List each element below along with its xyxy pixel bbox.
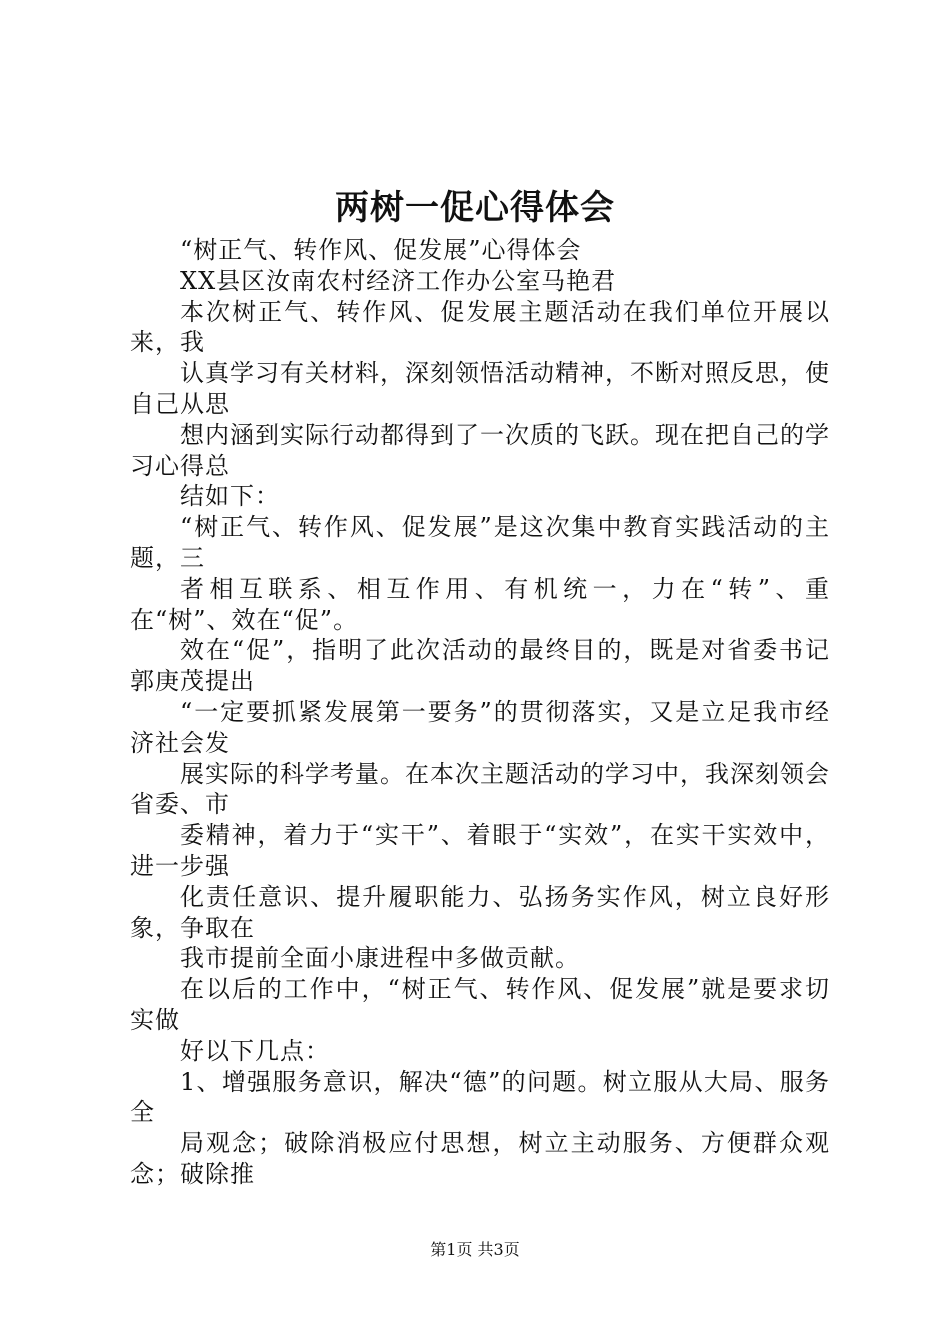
paragraph: 委精神，着力于“实干”、着眼于“实效”，在实干实效中，进一步强 [130,821,830,880]
paragraph: 效在“促”，指明了此次活动的最终目的，既是对省委书记郭庚茂提出 [130,636,830,696]
document-title: 两树一促心得体会 [335,188,615,228]
paragraph: “树正气、转作风、促发展”是这次集中教育实践活动的主题，三 [130,513,830,572]
paragraph: 好以下几点： [180,1036,330,1065]
document-body [130,235,830,1190]
paragraph: 化责任意识、提升履职能力、弘扬务实作风，树立良好形象，争取在 [130,882,830,942]
paragraph: 认真学习有关材料，深刻领悟活动精神，不断对照反思，使自己从思 [130,359,830,418]
paragraph: 展实际的科学考量。在本次主题活动的学习中，我深刻领会省委、市 [130,759,830,819]
page-number-footer: 第1页 共3页 [430,1240,520,1259]
paragraph: 本次树正气、转作风、促发展主题活动在我们单位开展以来，我 [130,297,830,357]
paragraph: 在以后的工作中，“树正气、转作风、促发展”就是要求切实做 [130,975,830,1034]
paragraph: 想内涵到实际行动都得到了一次质的飞跃。现在把自己的学习心得总 [130,420,830,480]
paragraph: XX县区汝南农村经济工作办公室马艳君 [180,266,617,295]
paragraph: 者相互联系、相互作用、有机统一，力在“转”、重在“树”、效在“促”。 [130,574,830,634]
paragraph: 我市提前全面小康进程中多做贡献。 [180,944,580,973]
paragraph: 结如下： [180,482,280,511]
paragraph: “树正气、转作风、促发展”心得体会 [180,236,582,264]
paragraph: 局观念；破除消极应付思想，树立主动服务、方便群众观念；破除推 [130,1129,830,1188]
paragraph: “一定要抓紧发展第一要务”的贯彻落实，又是立足我市经济社会发 [130,697,830,757]
paragraph: 1、增强服务意识，解决“德”的问题。树立服从大局、服务全 [130,1067,830,1127]
